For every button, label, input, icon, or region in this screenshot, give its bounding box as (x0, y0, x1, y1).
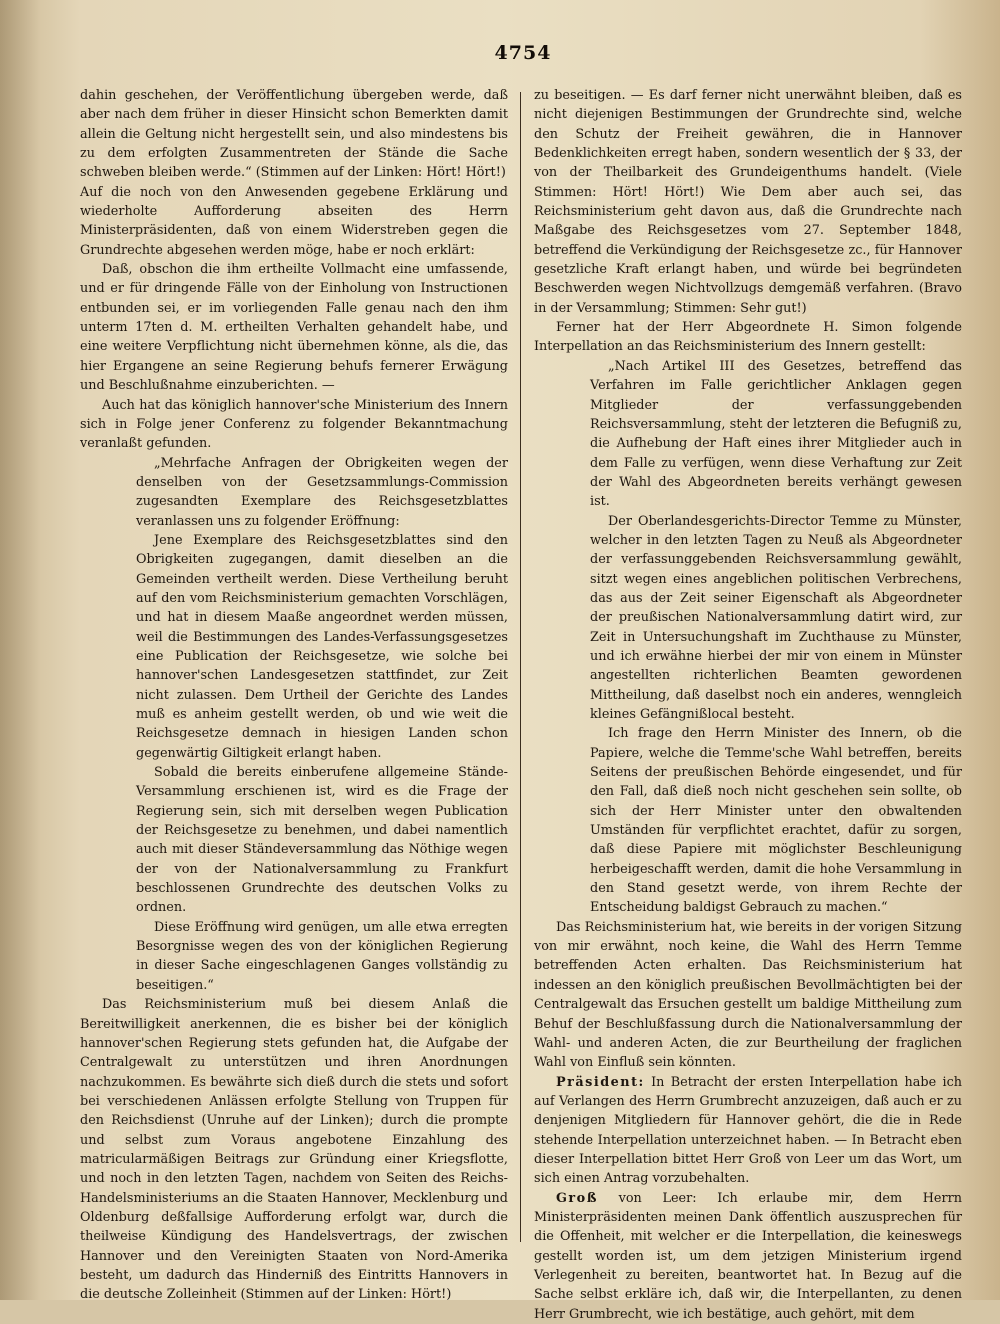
left-edge-shadow (0, 0, 40, 1300)
left-quote-paragraph-4: Diese Eröffnung wird genügen, um alle etwa erregten Besorgnisse wegen des von der königlichen Regierung in dieser Sache eingeschlagenen Ganges vollständig zu beseitigen.“ (136, 919, 508, 993)
left-paragraph-3: Daß, obschon die ihm ertheilte Vollmacht eine umfassende, und er für dringende Fälle von der Einholung von Instructionen entbunden sei, er im vorliegenden Falle genau nach den ihm unterm 17ten d. M. ertheilten Verhalten gehandelt habe, und eine weitere Verpflichtung nicht übernehmen könne, als die, das hier Ergangene an seine Regierung behufs fernerer Erwägung und Beschlußnahme einzuberichten. — (80, 262, 508, 394)
speaker-label-gross: Groß (556, 1190, 598, 1206)
speaker-label-president: Präsident: (556, 1074, 645, 1090)
right-column (534, 86, 962, 1322)
left-paragraph-1: dahin geschehen, der Veröffentlichung übergeben werde, daß aber nach dem früher in dieser Hinsicht schon Bemerkten damit allein die Geltung nicht hergestellt sein, und also mindestens bis zu dem erfolgten Zusammentreten der Stände die Sache schweben bleiben werde.“ (Stimmen auf der Linken: Hört! Hört!) (80, 88, 508, 181)
left-quote-paragraph-1: „Mehrfache Anfragen der Obrigkeiten wegen der denselben von der Gesetzsammlungs-Commission zugesandten Exemplare des Reichsgesetzblattes veranlassen uns zu folgender Eröffnung: (136, 455, 508, 529)
left-quote-paragraph-3: Sobald die bereits einberufene allgemeine Stände-Versammlung erschienen ist, wird es die Frage der Regierung sein, sich mit derselben wegen Publication der Reichsgesetze zu benehmen, und dabei namentlich auch mit dieser Ständeversammlung das Nöthige wegen der von der Nationalversammlung zu Frankfurt beschlossenen Grundrechte des deutschen Volks zu ordnen. (136, 765, 508, 916)
president-statement: In Betracht der ersten Interpellation habe ich auf Verlangen des Herrn Grumbrecht anzuzeigen, daß auch er zu denjenigen Mitgliedern für Hannover gehört, die die in Rede stehende Interpellation unterzeichnet haben. — In Betracht eben dieser Interpellation bittet Herr Groß von Leer um das Wort, um sich einen Antrag vorzubehalten. (534, 1074, 962, 1187)
right-quote-paragraph-1: „Nach Artikel III des Gesetzes, betreffend das Verfahren im Falle gerichtlicher Anklagen gegen Mitglieder der verfassunggebenden Reichsversammlung, steht der letzteren die Befugniß zu, die Aufhebung der Haft eines ihrer Mitglieder auch in dem Falle zu verfügen, wenn diese Verhaftung zur Zeit der Wahl des Abgeordneten bereits verhängt gewesen ist. (590, 358, 962, 510)
right-paragraph-1: zu beseitigen. — Es darf ferner nicht unerwähnt bleiben, daß es nicht diejenigen Bestimmungen der Grundrechte sind, welche den Schutz der Freiheit gewähren, die in Hannover Bedenklichkeiten erregt haben, sondern wesentlich der § 33, der von der Theilbarkeit des Grundeigenthums handelt. (Viele Stimmen: Hört! Hört!) Wie Dem aber auch sei, das Reichsministerium geht davon aus, daß die Grundrechte nach Maßgabe des Reichsgesetzes vom 27. September 1848, betreffend die Verkündigung der Reichsgesetze zc., für Hannover gesetzliche Kraft erlangt haben, und würde bei begründeten Beschwerden wegen Nichtvollzugs demgemäß verfahren. (Bravo in der Versammlung; Stimmen: Sehr gut!) (534, 88, 962, 316)
right-paragraph-president (534, 1073, 962, 1189)
right-quote-paragraph-3: Ich frage den Herrn Minister des Innern, ob die Papiere, welche die Temme'sche Wahl betreffen, bereits Seitens der preußischen Behörde eingesendet, und für den Fall, daß dieß noch nicht geschehen sein sollte, ob sich der Herr Minister unter den obwaltenden Umständen für verpflichtet erachtet, dafür zu sorgen, daß diese Papiere mit möglichster Beschleunigung herbeigeschafft werden, damit die hohe Versammlung in den Stand gesetzt werde, von ihrem Rechte der Entscheidung baldigst Gebrauch zu machen.“ (590, 726, 962, 916)
left-column (80, 86, 508, 1303)
right-paragraph-3: Das Reichsministerium hat, wie bereits in der vorigen Sitzung von mir erwähnt, noch keine, die Wahl des Herrn Temme betreffenden Acten erhalten. Das Reichsministerium hat indessen an den königlich preußischen Bevollmächtigten bei der Centralgewalt das Ersuchen gestellt um baldige Mittheilung zum Behuf der Beschlußfassung durch die Nationalversammlung der Wahl- und anderen Acten, die zur Beurtheilung der fraglichen Wahl von Einfluß sein könnten. (534, 919, 962, 1071)
left-paragraph-5: Das Reichsministerium muß bei diesem Anlaß die Bereitwilligkeit anerkennen, die es bisher bei der königlich hannover'schen Regierung stets gefunden hat, die Aufgabe der Centralgewalt zu unterstützen und ihren Anordnungen nachzukommen. Es bewährte sich dieß durch die stets und sofort bei verschiedenen Anlässen erfolgte Stellung von Truppen für den Reichsdienst (Unruhe auf der Linken); durch die prompte und selbst zum Voraus angebotene Einzahlung des matricularmäßigen Beitrags zur Gründung einer Kriegsflotte, und noch in den letzten Tagen, nachdem von Seiten des Reichs-Handelsministeriums an die Staaten Hannover, Mecklenburg und Oldenburg deßfallsige Aufforderung erfolgt war, durch die theilweise Kündigung des Handelsvertrags, der zwischen Hannover und den Vereinigten Staaten von Nord-Amerika besteht, um dadurch das Hinderniß des Eintritts Hannovers in die deutsche Zolleinheit (Stimmen auf der Linken: Hört!) (80, 997, 508, 1303)
right-paragraph-gross (534, 1189, 962, 1324)
left-quote-paragraph-2: Jene Exemplare des Reichsgesetzblattes sind den Obrigkeiten zugegangen, damit dieselben an die Gemeinden vertheilt werden. Diese Vertheilung beruht auf den vom Reichsministerium gemachten Vorschlägen, und hat in diesem Maaße angeordnet werden müssen, weil die Bestimmungen des Landes-Verfassungsgesetzes eine Publication der Reichsgesetze, wie solche bei hannover'schen Landesgesetzen stattfindet, zur Zeit nicht zulassen. Dem Urtheil der Gerichte des Landes muß es anheim gestellt werden, ob und wie weit die Reichsgesetze demnach in hiesigen Landen schon gegenwärtig Giltigkeit erlangt haben. (136, 532, 508, 761)
left-paragraph-2: Auf die noch von den Anwesenden gegebene Erklärung und wiederholte Aufforderung abseiten des Herrn Ministerpräsidenten, daß von einem Widerstreben gegen die Grundrechte abgesehen werden möge, habe er noch erklärt: (80, 184, 508, 258)
right-paragraph-2: Ferner hat der Herr Abgeordnete H. Simon folgende Interpellation an das Reichsministerium des Innern gestellt: (534, 320, 962, 355)
column-divider (520, 92, 521, 1242)
page-number: 4754 (494, 42, 552, 64)
gross-statement: von Leer: Ich erlaube mir, dem Herrn Ministerpräsidenten meinen Dank öffentlich auszusprechen für die Offenheit, mit welcher er die Interpellation, die keineswegs gestellt worden ist, um dem jetzigen Ministerium irgend Verlegenheit zu bereiten, beantwortet hat. In Bezug auf die Sache selbst erkläre ich, daß wir, die Interpellanten, zu denen Herr Grumbrecht, wie ich bestätige, auch gehört, mit dem (534, 1190, 962, 1322)
right-quote-paragraph-2: Der Oberlandesgerichts-Director Temme zu Münster, welcher in den letzten Tagen zu Neuß als Abgeordneter der verfassunggebenden Reichsversammlung gewählt, sitzt wegen eines angeblichen politischen Verbrechens, das aus der Zeit seiner Eigenschaft als Abgeordneter der preußischen Nationalversammlung datirt wird, zur Zeit in Untersuchungshaft im Zuchthause zu Münster, und ich erwähne hierbei der mir von einem in Münster angestellten richterlichen Beamten gewordenen Mittheilung, daß daselbst noch ein anderes, wenngleich kleines Gefängnißlocal besteht. (590, 513, 962, 722)
left-paragraph-4: Auch hat das königlich hannover'sche Ministerium des Innern sich in Folge jener Conferenz zu folgender Bekanntmachung veranlaßt gefunden. (80, 397, 508, 452)
